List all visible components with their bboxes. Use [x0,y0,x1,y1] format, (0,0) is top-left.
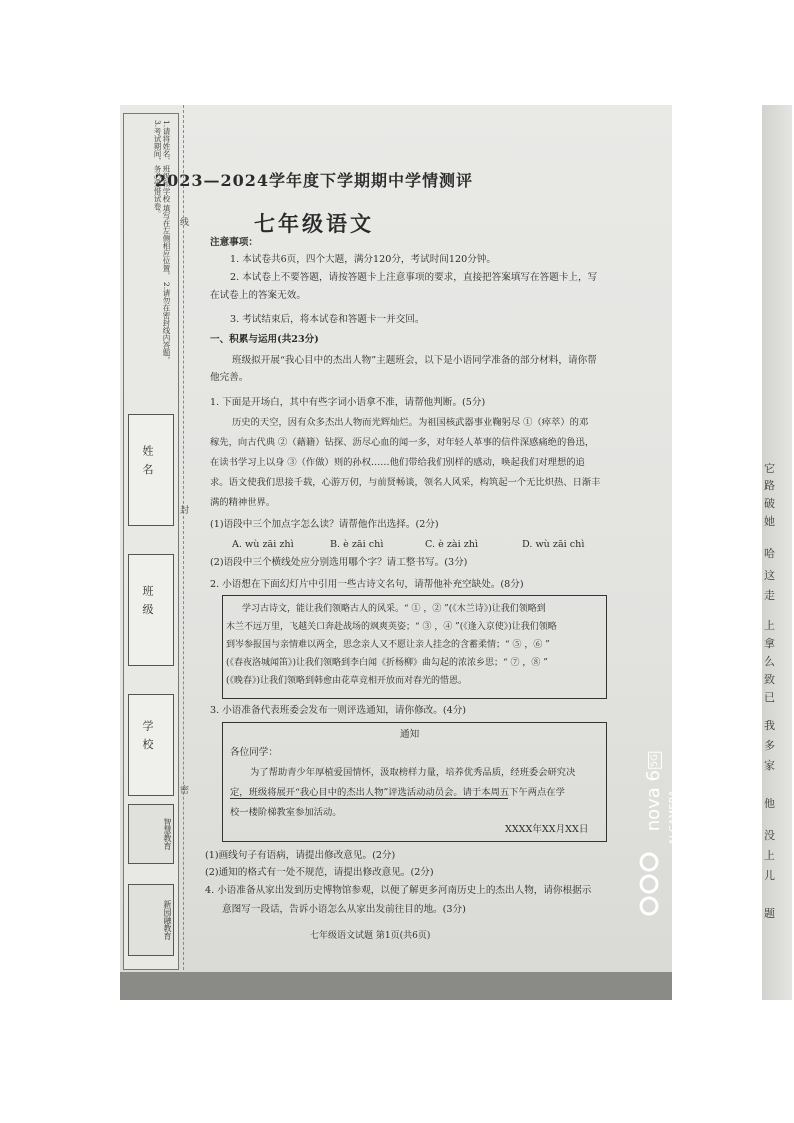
exam-instructions-vertical: 1.请将姓名、班级和学校 填写在左侧相应位置， 2.请勿在密封线内答题， 3.考试期间，务必爱惜试卷。 [153,120,171,365]
seal-word-line: 线 [178,217,188,226]
watermark-camera: AI CAMERA [668,790,679,846]
section-heading: 一、积累与运用(共23分) [210,334,319,345]
question-1: 1. 下面是开场白，其中有些字词小语拿不准，请帮他判断。(5分) [210,397,486,408]
publisher-logo: 智慧教育 [128,804,174,864]
question-4: 4. 小语准备从家出发到历史博物馆参观，以便了解更多河南历史上的杰出人物，请你根据示 [205,885,592,896]
fragment: 没 [764,829,775,842]
slide-line: 学习古诗文，能让我们领略古人的风采。“ ① ，② ”(《木兰诗》)让我们领略到 [242,604,546,614]
question-1-2: (2)语段中三个横线处应分别选用哪个字？请工整书写。(3分) [210,557,468,568]
option-d: D. wù zāi chì [522,539,585,550]
school-field-box [128,694,174,796]
fragment: 么 [764,655,775,668]
passage-line: 历史的天空，因有众多杰出人物而光辉灿烂。为祖国核武器事业鞠躬尽 ①（瘁萃）的邓 [232,417,589,428]
intro-line: 班级拟开展“我心目中的杰出人物”主题班会，以下是小语同学准备的部分材料，请你帮 [232,355,597,366]
class-field-box [128,554,174,666]
fragment: 他 [764,797,775,810]
school-label: 学 校 [141,720,154,752]
slide-line: (《春夜洛城闻笛》)让我们领略到李白闻《折杨柳》曲勾起的浓浓乡思；“ ⑦ ，⑧ ” [226,658,548,668]
fragment: 上 [764,849,775,862]
fragment: 我 [764,719,775,732]
fragment: 致 [764,673,775,686]
notice-body: 定，班级将展开“我心目中的杰出人物”评选活动动员会。请于本周五下午两点在学 [230,787,565,798]
option-c: C. è zài zhì [425,539,479,550]
camera-logo-icon [636,850,662,970]
fragment: 这 [764,569,775,582]
question-3-1: (1)画线句子有语病，请提出修改意见。(2分) [205,850,396,861]
watermark-network: 5G [650,754,660,767]
fragment: 已 [764,691,775,704]
question-3: 3. 小语准备代表班委会发布一则评选通知，请你修改。(4分) [210,705,467,716]
fragment: 儿 [764,869,775,882]
notice-item: 在试卷上的答案无效。 [210,290,306,301]
passage-line: 求。语文使我们思接千载，心游万仞，与前贤畅谈，领名人风采，构筑起一个无比炽热、日渐丰 [210,477,601,488]
passage-line: 满的精神世界。 [210,497,276,508]
fragment: 题 [764,907,775,920]
fragment: 它 [764,462,775,475]
notice-date: XXXX年XX月XX日 [505,824,589,835]
name-label: 姓 名 [141,445,154,477]
slide-line: 木兰不远万里，飞越关口奔赴战场的飒爽英姿；“ ③ ，④ ”(《逢入京使》)让我们领略 [226,622,557,632]
notice-box-title: 通知 [400,729,420,740]
question-3-2: (2)通知的格式有一处不规范，请提出修改意见。(2分) [205,867,434,878]
fragment: 她 [764,515,775,528]
underlined-sentence-mark [230,798,508,799]
fragment: 多 [764,739,775,752]
seal-word-seal: 封 [178,505,188,514]
passage-line: 稼先，向古代典 ②（藉籍）钻探、沥尽心血的闻一多，对年轻人革事的信件深感痛绝的鲁迅， [210,437,595,448]
option-b: B. è zāi chì [330,539,384,550]
notice-body: 校一楼阶梯教室参加活动。 [230,807,342,818]
seal-word-secret: 密 [178,785,188,794]
notice-body: 为了帮助青少年厚植爱国情怀，汲取榜样力量，培养优秀品质，经班委会研究决 [250,767,576,778]
exam-title: 2023—2024学年度下学期期中学情测评 [154,171,474,190]
brand-logo: 新园融教育 [128,884,174,956]
desk-surface [120,972,672,1000]
notice-greeting: 各位同学： [230,747,278,758]
fragment: 拿 [764,637,775,650]
fragment: 上 [764,619,775,632]
notice-item: 2. 本试卷上不要答题，请按答题卡上注意事项的要求，直接把答案填写在答题卡上，写 [230,272,598,283]
intro-line: 他完善。 [210,372,249,383]
fragment: 破 [764,497,775,510]
notice-heading: 注意事项： [210,237,258,248]
slide-line: 到岑参报国与亲情难以两全，思念亲人又不愿让亲人挂念的含蓄柔情；“ ⑤ ，⑥ ” [226,640,550,650]
fragment: 路 [764,479,775,492]
next-page-edge [762,105,792,1000]
passage-line: 在读书学习上以身 ③（作做）则的孙权……他们带给我们别样的感动，唤起我们对理想的追 [210,457,585,468]
exam-subject: 七年级语文 [254,211,374,236]
slide-line: (《晚春》)让我们领略到韩愈由花草竞相开放而对春光的惜恩。 [226,676,468,686]
question-1-1: (1)语段中三个加点字怎么读？请帮他作出选择。(2分) [210,519,439,530]
watermark-brand: nova 6 [643,770,664,832]
name-field-box [128,414,174,526]
question-2: 2. 小语想在下面幻灯片中引用一些古诗文名句，请帮他补充空缺处。(8分) [210,579,524,590]
page-footer: 七年级语文试题 第1页(共6页) [310,931,431,941]
fragment: 哈 [764,547,775,560]
notice-item: 3. 考试结束后，将本试卷和答题卡一并交回。 [230,314,425,325]
question-4: 意图写一段话，告诉小语怎么从家出发前往目的地。(3分) [222,904,466,915]
option-a: A. wù zāi zhì [232,539,294,550]
binding-panel [123,113,179,970]
fragment: 走 [764,589,775,602]
notice-item: 1. 本试卷共6页，四个大题，满分120分，考试时间120分钟。 [230,254,496,265]
fragment: 家 [764,759,775,772]
class-label: 班 级 [141,585,154,617]
